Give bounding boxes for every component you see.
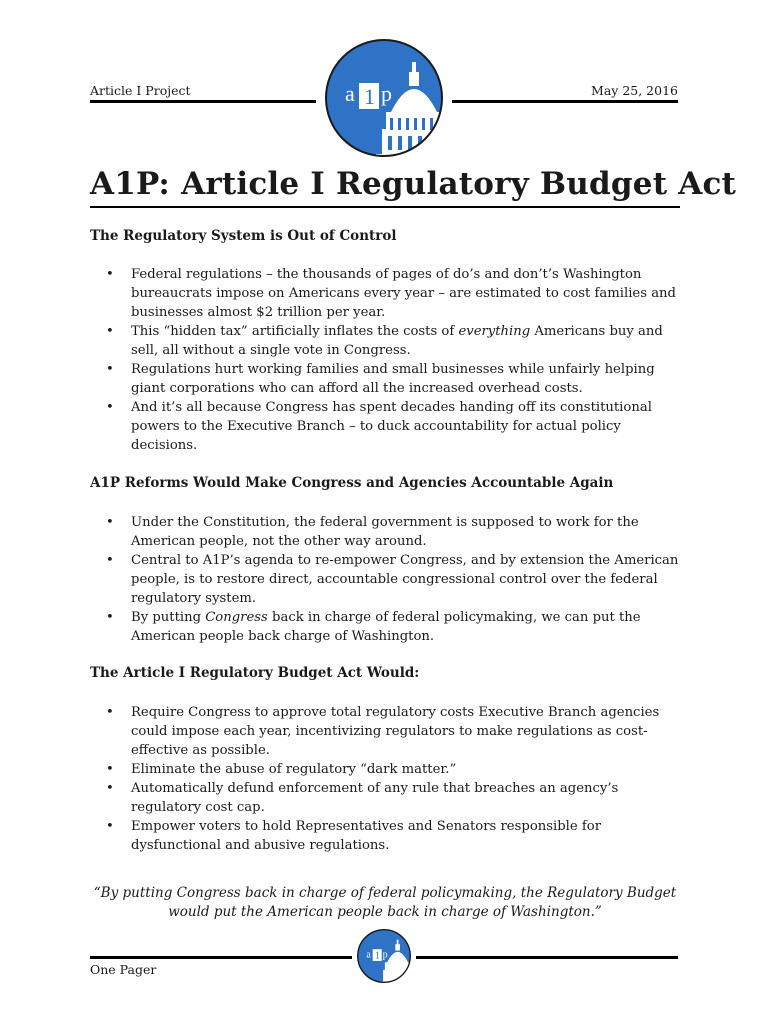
list-item: • Regulations hurt working families and small businesses while unfairly helping giant corporations who can afford all the increased overhead costs. xyxy=(90,360,690,398)
footer-rule-left xyxy=(90,956,352,959)
section-heading-3: The Article I Regulatory Budget Act Would: xyxy=(90,665,420,681)
list-item: • And it’s all because Congress has spent decades handing off its constitutional powers to the Executive Branch – to duck accountability for actual policy decisions. xyxy=(90,398,690,455)
title-rule xyxy=(90,206,680,208)
footer-rule-right xyxy=(416,956,678,959)
emphasis-everything: everything xyxy=(458,324,531,339)
header-date: May 25, 2016 xyxy=(591,83,678,98)
bullet-text-a: By putting xyxy=(131,610,206,625)
closing-quote: “By putting Congress back in charge of federal policymaking, the Regulatory Budget would put the American people back in charge of Washington.” xyxy=(93,885,677,920)
list-item xyxy=(90,608,690,646)
a1p-footer-logo xyxy=(355,927,413,985)
bullet-text-b: back in charge of federal policymaking, we can put the American people back charge of Washington. xyxy=(131,610,641,644)
logo-digit-1: 1 xyxy=(364,84,375,109)
footer-label: One Pager xyxy=(90,962,157,977)
logo-letter-p: p xyxy=(381,81,392,106)
logo-letter-p: p xyxy=(382,949,388,961)
header-rule-right xyxy=(452,100,678,103)
logo-letter-a: a xyxy=(345,81,355,106)
section-1-list xyxy=(90,265,690,455)
bullet-text-a: This “hidden tax” artificially inflates the costs of xyxy=(131,324,459,339)
a1p-logo xyxy=(320,34,448,162)
list-item xyxy=(90,322,690,360)
emphasis-congress: Congress xyxy=(205,610,268,625)
header-rule-left xyxy=(90,100,316,103)
list-item: • Eliminate the abuse of regulatory “dark matter.” xyxy=(90,760,690,779)
page-title: A1P: Article I Regulatory Budget Act xyxy=(90,166,737,202)
logo-letter-a: a xyxy=(366,949,371,961)
section-2-list xyxy=(90,513,690,646)
list-item: • Empower voters to hold Representatives and Senators responsible for dysfunctional and abusive regulations. xyxy=(90,817,690,855)
section-heading-1: The Regulatory System is Out of Control xyxy=(90,228,397,244)
header-left-label: Article I Project xyxy=(90,83,191,98)
logo-digit-1: 1 xyxy=(374,950,380,962)
list-item: • Federal regulations – the thousands of pages of do’s and don’t’s Washington bureaucrats impose on Americans every year – are estimated to cost families and businesses almost $2 trillion per year. xyxy=(90,265,690,322)
bullet-text-b: Americans buy and sell, all without a single vote in Congress. xyxy=(131,324,663,358)
list-item: • Under the Constitution, the federal government is supposed to work for the American people, not the other way around. xyxy=(90,513,690,551)
section-heading-2: A1P Reforms Would Make Congress and Agencies Accountable Again xyxy=(90,475,614,491)
section-3-list xyxy=(90,703,690,855)
list-item: • Automatically defund enforcement of any rule that breaches an agency’s regulatory cost cap. xyxy=(90,779,690,817)
list-item: • Central to A1P’s agenda to re-empower Congress, and by extension the American people, is to restore direct, accountable congressional control over the federal regulatory system. xyxy=(90,551,690,608)
list-item: • Require Congress to approve total regulatory costs Executive Branch agencies could impose each year, incentivizing regulators to make regulations as cost-effective as possible. xyxy=(90,703,690,760)
